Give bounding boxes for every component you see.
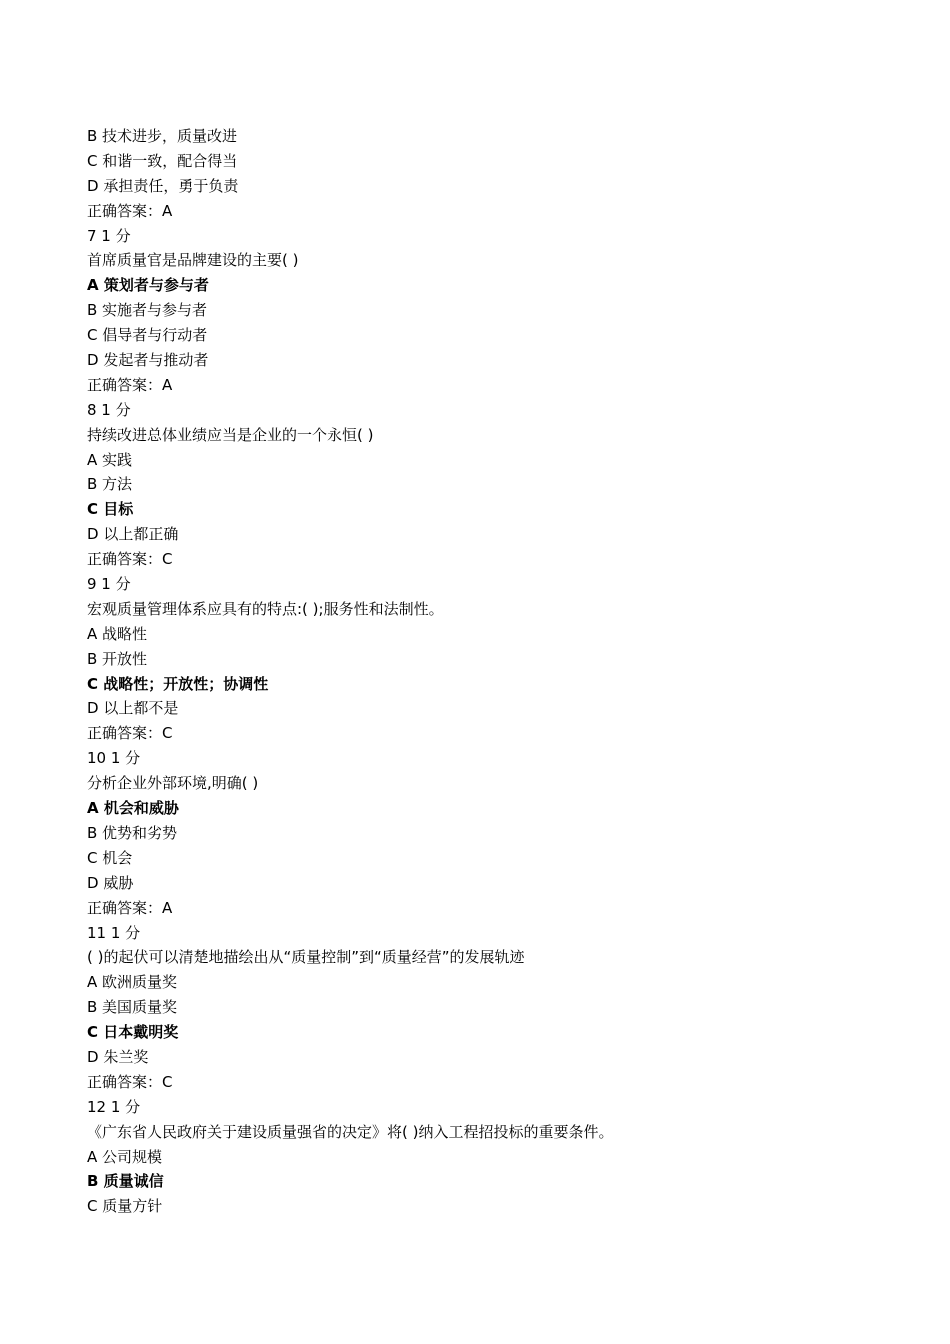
question-text: ( )的起伏可以清楚地描绘出从“质量控制”到“质量经营”的发展轨迹 xyxy=(87,948,525,967)
option-line: D 发起者与推动者 xyxy=(87,351,209,370)
option-line: A 实践 xyxy=(87,450,133,469)
option-line: A 公司规模 xyxy=(87,1147,163,1166)
option-line: D 承担责任，勇于负责 xyxy=(87,176,239,195)
correct-option-line: B 质量诚信 xyxy=(87,1172,164,1191)
option-line: D 以上都不是 xyxy=(87,699,179,718)
question-number: 11 1 分 xyxy=(87,923,141,942)
option-line: B 实施者与参与者 xyxy=(87,301,208,320)
correct-option-line: A 策划者与参与者 xyxy=(87,276,209,295)
option-line: D 朱兰奖 xyxy=(87,1047,149,1066)
correct-option-line: C 战略性；开放性；协调性 xyxy=(87,674,269,693)
option-line: C 机会 xyxy=(87,848,133,867)
option-line: A 战略性 xyxy=(87,624,148,643)
answer-line: 正确答案：A xyxy=(87,201,173,220)
answer-line: 正确答案：C xyxy=(87,550,173,569)
correct-option-line: C 目标 xyxy=(87,500,134,519)
question-number: 10 1 分 xyxy=(87,749,141,768)
correct-option-line: A 机会和威胁 xyxy=(87,799,179,818)
question-text: 分析企业外部环境,明确( ) xyxy=(87,774,259,793)
option-line: B 方法 xyxy=(87,475,133,494)
correct-option-line: C 日本戴明奖 xyxy=(87,1023,179,1042)
option-line: B 美国质量奖 xyxy=(87,998,178,1017)
option-line: A 欧洲质量奖 xyxy=(87,973,178,992)
question-number: 7 1 分 xyxy=(87,226,131,245)
option-line: D 威胁 xyxy=(87,873,134,892)
answer-line: 正确答案：A xyxy=(87,375,173,394)
question-text: 宏观质量管理体系应具有的特点:( );服务性和法制性。 xyxy=(87,599,444,618)
question-text: 持续改进总体业绩应当是企业的一个永恒( ) xyxy=(87,425,374,444)
option-line: B 技术进步，质量改进 xyxy=(87,127,238,145)
answer-line: 正确答案：C xyxy=(87,1072,173,1091)
option-line: C 和谐一致，配合得当 xyxy=(87,151,238,170)
answer-line: 正确答案：C xyxy=(87,724,173,743)
document-page xyxy=(87,124,887,1219)
option-line: B 优势和劣势 xyxy=(87,823,178,842)
option-line: D 以上都正确 xyxy=(87,525,179,544)
question-text: 《广东省人民政府关于建设质量强省的决定》将( )纳入工程招投标的重要条件。 xyxy=(87,1122,614,1141)
option-line: C 倡导者与行动者 xyxy=(87,326,208,345)
question-number: 12 1 分 xyxy=(87,1097,141,1116)
question-text: 首席质量官是品牌建设的主要( ) xyxy=(87,251,299,270)
answer-line: 正确答案：A xyxy=(87,898,173,917)
question-number: 8 1 分 xyxy=(87,400,131,419)
question-number: 9 1 分 xyxy=(87,575,131,594)
option-line: B 开放性 xyxy=(87,649,148,668)
option-line: C 质量方针 xyxy=(87,1197,163,1216)
